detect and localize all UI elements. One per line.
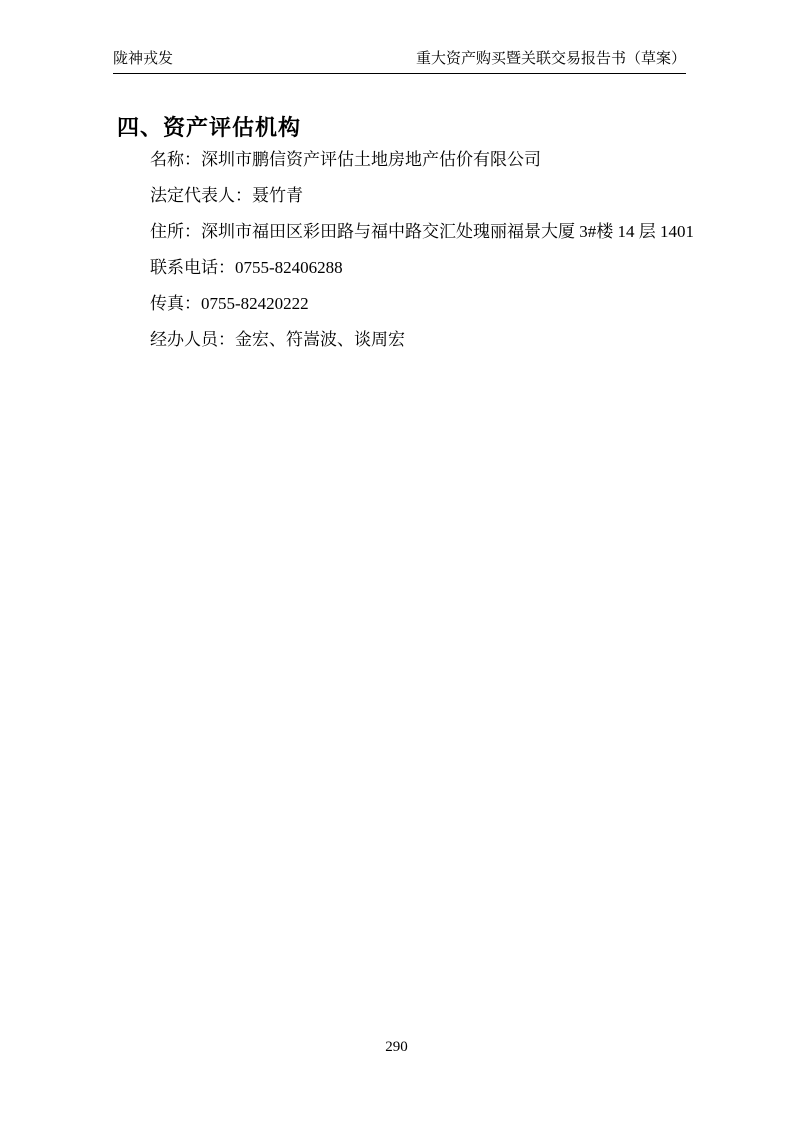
section-body — [150, 142, 693, 358]
field-name-value: 深圳市鹏信资产评估土地房地产估价有限公司 — [201, 150, 541, 169]
field-fax — [150, 286, 693, 322]
field-name — [150, 142, 693, 178]
field-handlers-label: 经办人员： — [150, 330, 235, 349]
field-legal-representative — [150, 178, 693, 214]
field-fax-label: 传真： — [150, 294, 201, 313]
field-phone-label: 联系电话： — [150, 258, 235, 277]
field-fax-value: 0755-82420222 — [201, 294, 309, 313]
field-phone — [150, 250, 693, 286]
field-address — [150, 214, 693, 250]
page-header — [113, 50, 686, 74]
field-address-value: 深圳市福田区彩田路与福中路交汇处瑰丽福景大厦 3#楼 14 层 1401 — [201, 222, 694, 241]
header-report-title: 重大资产购买暨关联交易报告书（草案） — [415, 51, 686, 67]
field-legal-representative-label: 法定代表人： — [150, 186, 252, 205]
section-title: 四、资产评估机构 — [117, 114, 302, 140]
field-handlers-value: 金宏、符嵩波、谈周宏 — [235, 330, 405, 349]
field-handlers — [150, 322, 693, 358]
field-phone-value: 0755-82406288 — [235, 258, 343, 277]
field-address-label: 住所： — [150, 222, 201, 241]
field-name-label: 名称： — [150, 150, 201, 169]
page-footer — [0, 1038, 793, 1056]
header-company-short-name: 陇神戎发 — [113, 51, 174, 67]
field-legal-representative-value: 聂竹青 — [252, 186, 303, 205]
page-number: 290 — [385, 1039, 408, 1055]
